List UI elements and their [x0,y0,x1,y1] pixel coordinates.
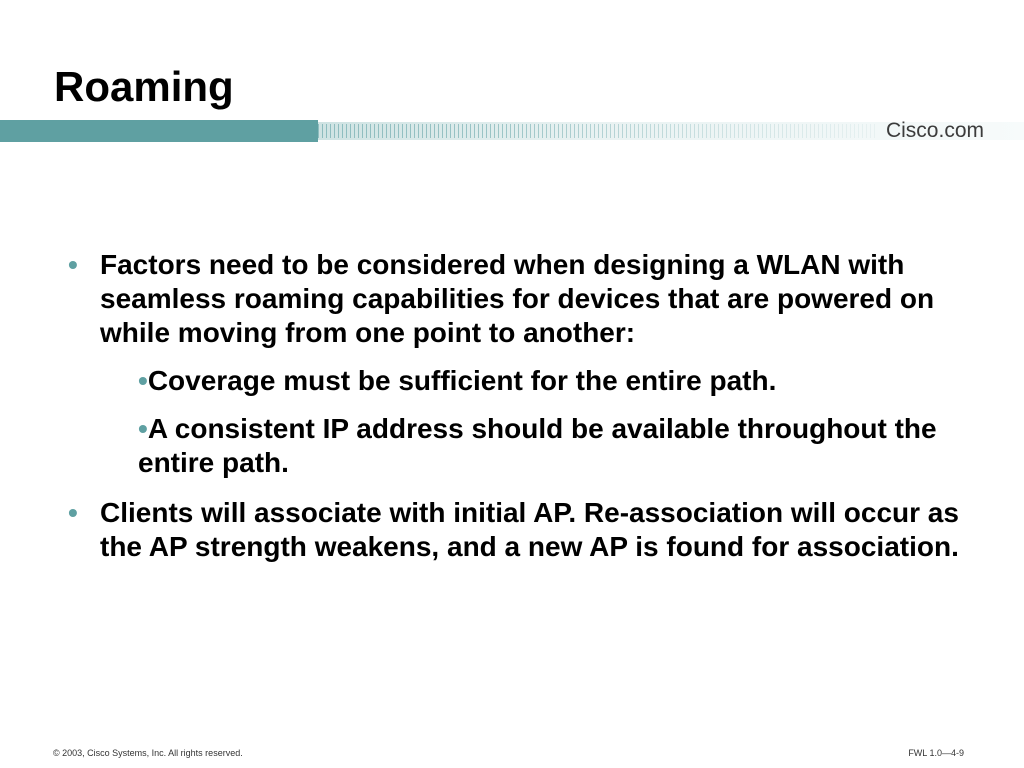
footer-slide-number: FWL 1.0—4-9 [908,748,964,758]
header-banner [0,119,1024,143]
bullet-text: Factors need to be considered when designing a WLAN with seamless roaming capabilities for devices that are powered on while moving from one point to another: [100,249,935,348]
sub-bullet-dot-icon: • [138,413,148,444]
bullet-item [68,496,968,564]
bullet-list [68,248,968,564]
bullet-text: Clients will associate with initial AP. Re-association will occur as the AP strength weakens, and a new AP is found for association. [100,497,959,562]
sub-bullet-item [138,364,968,398]
banner-solid-bar [0,120,318,142]
sub-bullet-dot-icon: • [138,365,148,396]
sub-bullet-item [138,412,968,480]
sub-bullet-text: A consistent IP address should be available throughout the entire path. [138,413,937,478]
bullet-item [68,248,968,350]
footer-copyright: © 2003, Cisco Systems, Inc. All rights reserved. [53,748,243,758]
bullet-dot-icon: • [68,249,78,280]
brand-logo: Cisco.com [885,119,984,142]
slide-title: Roaming [54,63,234,110]
banner-stripes [318,124,878,138]
sub-bullet-text: Coverage must be sufficient for the entire path. [147,365,777,396]
bullet-dot-icon: • [68,497,78,528]
